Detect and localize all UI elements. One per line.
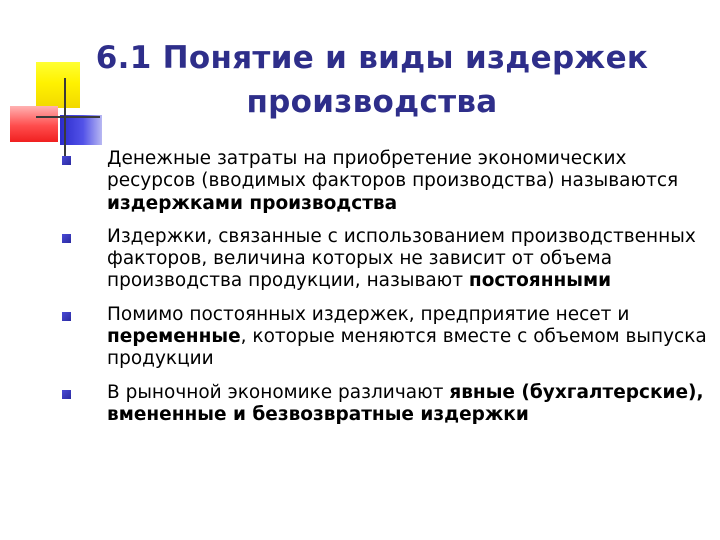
square-bullet-icon xyxy=(62,234,71,243)
bullet-bold-term: переменные xyxy=(107,326,241,348)
bullet-item xyxy=(60,304,710,371)
bullet-item xyxy=(60,382,710,427)
bullet-text: В рыночной экономике различают xyxy=(107,381,450,403)
bullet-text: Помимо постоянных издержек, предприятие несет и xyxy=(107,303,630,325)
bullet-text: Издержки, связанные с использованием производственных факторов, величина которых не зависит от объема производства продукции, называют xyxy=(107,225,696,292)
slide-title-line-1: 6.1 Понятие и виды издержек xyxy=(95,40,649,76)
square-bullet-icon xyxy=(62,156,71,165)
square-bullet-icon xyxy=(62,312,71,321)
bullet-text-tail: , которые меняются вместе с объемом выпуска продукции xyxy=(107,326,707,370)
bullet-item xyxy=(60,226,710,293)
slide-title xyxy=(52,36,692,124)
red-square-decoration xyxy=(10,106,58,142)
bullet-list xyxy=(60,148,710,437)
bullet-text: Денежные затраты на приобретение экономических ресурсов (вводимых факторов производства) называются xyxy=(107,148,679,192)
bullet-bold-term: явные (бухгалтерские), вмененные и безвозвратные издержки xyxy=(107,381,704,425)
bullet-item xyxy=(60,148,710,215)
bullet-bold-term: постоянными xyxy=(468,270,612,292)
bullet-bold-term: издержками производства xyxy=(107,192,398,214)
square-bullet-icon xyxy=(62,390,71,399)
slide-title-line-2: производства xyxy=(246,84,498,120)
